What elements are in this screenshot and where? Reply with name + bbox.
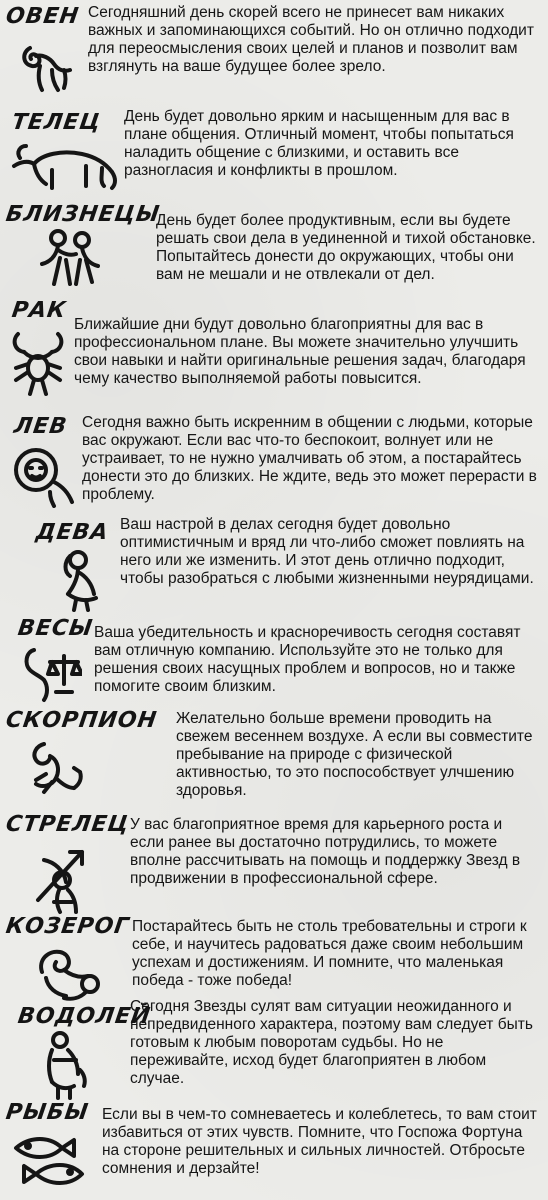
sign-name-libra: ВЕСЫ <box>16 616 95 641</box>
cancer-crayfish-icon <box>8 324 68 398</box>
sign-text-libra: Ваша убедительность и красноречивость сегодня составят вам отличную компанию. Используйте это не только для решения своих насущных проблем и вопросов, но и также помогите своим близким. <box>94 624 521 695</box>
sign-name-aquarius: ВОДОЛЕЙ <box>16 1004 153 1029</box>
sign-aquarius <box>0 998 548 1102</box>
sign-text-capricorn: Постарайтесь быть не столь требовательны и строги к себе, и научитесь радоваться даже своим небольшим успехам и достижениям. И помните, что маленькая победа - тоже победа! <box>132 918 527 989</box>
virgo-maiden-icon <box>52 548 108 612</box>
sign-text-sagittarius: У вас благоприятное время для карьерного роста и если ранее вы достаточно потрудились, то можете вполне рассчитывать на помощь и поддержку Звезд в продвижении в профессиональной сфере. <box>130 816 521 887</box>
sign-sagittarius <box>0 810 548 916</box>
sign-text-gemini: День будет более продуктивным, если вы будете решать свои дела в уединенной и тихой обстановке. Попытайтесь донести до окружающих, чтобы они вам не мешали и не отвлекали от дел. <box>156 212 536 283</box>
sign-pisces <box>0 1098 548 1200</box>
leo-lion-icon <box>10 442 80 508</box>
sign-virgo <box>0 514 548 614</box>
sign-text-virgo: Ваш настрой в делах сегодня будет довольно оптимистичным и вряд ли что-либо сможет повлиять на него или же изменить. И этот день отлично подходит, чтобы разобраться с любыми жизненными неурядицами. <box>120 516 534 587</box>
sign-cancer <box>0 296 548 406</box>
sign-text-pisces: Если вы в чем-то сомневаетесь и колеблетесь, то вам стоит избавиться от этих чувств. Помните, что Госпожа Фортуна на стороне решительных и сильных личностей. Отбросьте сомнения и дерзайте! <box>102 1106 537 1177</box>
sign-text-cancer: Ближайшие дни будут довольно благоприятны для вас в профессиональном плане. Вы можете значительно улучшить свои навыки и найти оригинальные решения задач, благодаря чему качество выполняемой работы повысится. <box>74 316 526 387</box>
sign-name-capricorn: КОЗЕРОГ <box>4 914 132 939</box>
sign-aries <box>0 0 548 100</box>
sign-name-gemini: БЛИЗНЕЦЫ <box>4 202 162 227</box>
sign-name-virgo: ДЕВА <box>34 520 111 545</box>
sign-scorpio <box>0 706 548 810</box>
sign-name-cancer: РАК <box>10 298 68 323</box>
aries-ram-icon <box>18 34 76 94</box>
sign-name-taurus: ТЕЛЕЦ <box>10 110 103 135</box>
sign-libra <box>0 612 548 708</box>
sign-capricorn <box>0 912 548 1008</box>
sign-name-aries: ОВЕН <box>4 4 81 29</box>
sign-text-scorpio: Желательно больше времени проводить на свежем весеннем воздухе. А если вы совместите пребывание на природе с физической активностью, то это поспособствует улчшению здоровья. <box>176 710 533 799</box>
sign-text-aquarius: Сегодня Звезды сулят вам ситуации неожиданного и непредвиденного характера, поэтому вам следует быть готовым к любым поворотам судьбы. Но не переживайте, исход будет благоприятен в любом случае. <box>130 998 533 1087</box>
sign-name-scorpio: СКОРПИОН <box>4 708 159 733</box>
sign-taurus <box>0 100 548 200</box>
scorpio-scorpion-icon <box>24 734 88 804</box>
sign-text-aries: Сегодняшний день скорей всего не принесет вам никаких важных и запоминающихся событий. Но он отлично подходит для переосмысления своих целей и планов и позволит вам взглянуть на ваше будущее более зрело. <box>88 4 534 75</box>
sign-leo <box>0 412 548 512</box>
sign-text-leo: Сегодня важно быть искренним в общении с людьми, которые вас окружают. Если вас что-то беспокоит, волнует или не устраивает, то не нужно умалчивать об этом, а постарайтесь донести это до близких. Не ждите, ведь это может перерасти в проблему. <box>82 414 537 503</box>
pisces-fish-icon <box>8 1128 98 1194</box>
taurus-bull-icon <box>8 136 118 194</box>
sign-name-leo: ЛЕВ <box>12 414 69 439</box>
gemini-twins-icon <box>36 226 106 292</box>
libra-scales-icon <box>20 642 82 704</box>
sign-name-pisces: РЫБЫ <box>4 1100 91 1125</box>
sagittarius-archer-icon <box>30 840 94 916</box>
sign-gemini <box>0 200 548 300</box>
sign-text-taurus: День будет довольно ярким и насыщенным для вас в плане общения. Отличный момент, чтобы попытаться наладить общение с близкими, и оставить все разногласия и конфликты в прошлом. <box>124 108 514 179</box>
sign-name-sagittarius: СТРЕЛЕЦ <box>4 812 131 837</box>
aquarius-water-bearer-icon <box>38 1030 90 1100</box>
capricorn-goat-icon <box>34 942 106 1002</box>
